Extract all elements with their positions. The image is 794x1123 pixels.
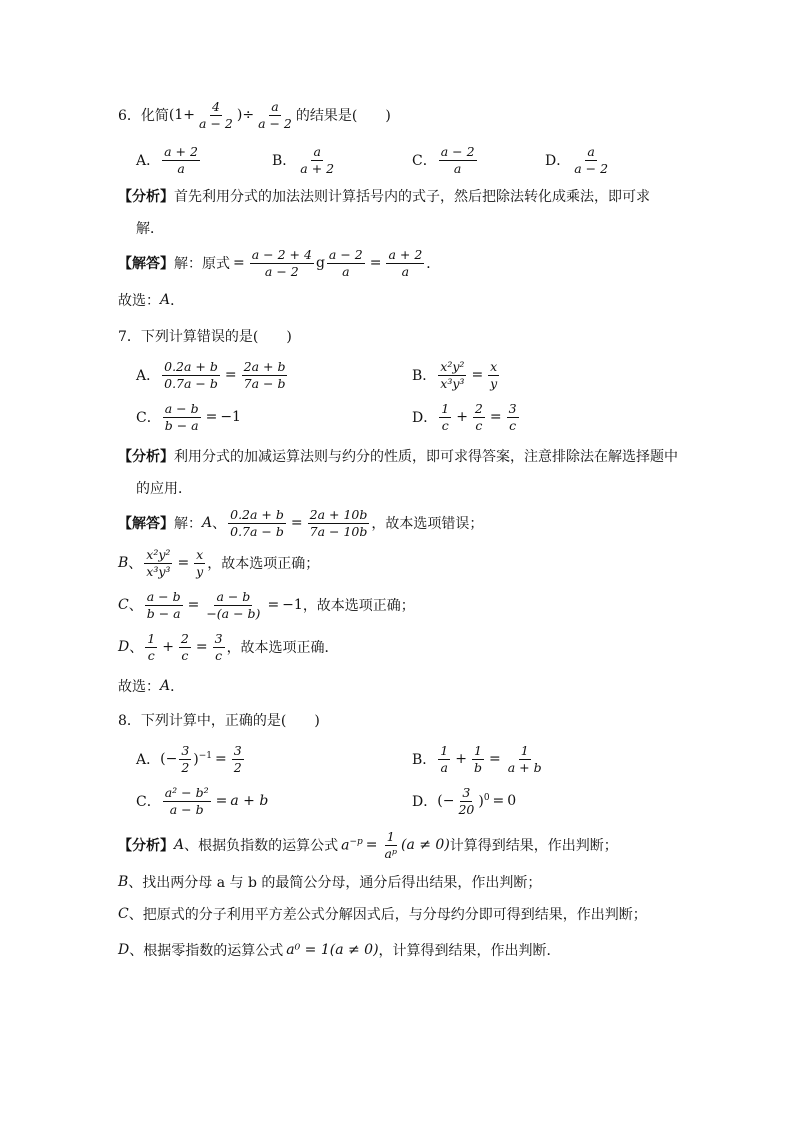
- analysis-text: 首先利用分式的加法法则计算括号内的式子，然后把除法转化成乘法，即可求: [174, 189, 650, 205]
- frac-den: −(a − b): [206, 605, 261, 621]
- option-frac: [179, 744, 191, 775]
- frac-den: c: [147, 647, 155, 663]
- frac-den: y: [196, 563, 204, 579]
- exponent: −1: [198, 750, 213, 761]
- analysis-text: 解．: [136, 221, 164, 237]
- q7-number: 7．下列计算错误的是( ): [118, 329, 292, 345]
- option-frac: [439, 145, 477, 176]
- frac-den: a: [342, 263, 350, 279]
- frac-num: 2a + 10b: [309, 507, 368, 522]
- solution-frac-2: [327, 248, 365, 279]
- frac-den: c: [441, 417, 449, 433]
- option-frac: [506, 744, 544, 775]
- q7-answer: 故选： A ．: [118, 678, 185, 695]
- option-frac: [232, 744, 244, 775]
- answer-label: 故选：: [118, 679, 160, 695]
- analysis-text: 、找出两分母 a 与 b 的最简公分母，通分后得出结果，作出判断；: [128, 875, 542, 891]
- solution-text: ，故本选项错误；: [371, 516, 484, 533]
- frac-den: x³y³: [146, 563, 171, 579]
- frac-den: a − 2: [258, 115, 292, 131]
- analysis-option-label: A: [174, 837, 185, 854]
- q7-solution-c: C 、 $\frac{a - b}{b - a}$ = $\frac{a - b}{-(a - b)}$ = −1 ，故本选项正确；: [118, 589, 415, 621]
- frac-num: 3: [214, 631, 223, 646]
- formula-base: a: [341, 837, 350, 854]
- frac-den: c: [181, 647, 189, 663]
- frac-num: a + 2: [388, 247, 423, 262]
- option-frac: [456, 786, 476, 817]
- q6-divide: )÷: [236, 107, 255, 124]
- solution-frac: [145, 590, 183, 621]
- solution-frac: [194, 548, 205, 579]
- option-label: D．: [412, 410, 438, 427]
- q6-option-d: [545, 145, 612, 176]
- frac-num: 3: [462, 785, 471, 800]
- analysis-text: 、根据零指数的运算公式: [129, 943, 284, 959]
- frac-den: c: [475, 417, 483, 433]
- q6-analysis-cont: [136, 218, 164, 238]
- frac-num: 1: [440, 743, 449, 758]
- solution-frac: [308, 508, 370, 539]
- q7-solution-d: D 、 $\frac{1}{c}$ + $\frac{2}{c}$ = $\frac{3}{c}$ ，故本选项正确．: [118, 631, 339, 663]
- analysis-text: ，计算得到结果，作出判断．: [378, 943, 561, 959]
- q8-analysis-d: [118, 940, 561, 960]
- answer-label: 故选：: [118, 293, 160, 309]
- frac-den: 0.7a − b: [230, 523, 284, 539]
- q7-solution-b: B 、 $\frac{\text{x²y²}}{\text{x³y³}}$ = $\frac{x}{y}$ ，故本选项正确；: [118, 547, 320, 579]
- option-label: B．: [412, 368, 437, 385]
- frac-den: aᵖ: [384, 845, 397, 861]
- frac-num: 1: [147, 631, 156, 646]
- q8-option-d: D． (− $\frac{3}{20}$ )$^0$ = 0: [412, 785, 517, 817]
- frac-den: a + 2: [300, 160, 335, 176]
- q6-paren: (1+: [168, 107, 196, 124]
- q8-analysis-a: 【分析】 A 、根据负指数的运算公式 $a^{-p}$ = $\frac{1}{\text{aᵖ}}$ (a ≠ 0) 计算得到结果，作出判断；: [118, 829, 618, 861]
- frac-den: b − a: [146, 605, 181, 621]
- answer-value: A: [160, 292, 171, 308]
- formula: a⁰ = 1(a ≠ 0): [286, 942, 379, 958]
- frac-num: a: [313, 144, 321, 159]
- frac-num: 0.2a + b: [164, 359, 218, 374]
- option-frac: [473, 402, 485, 433]
- option-frac: [472, 744, 484, 775]
- analysis-text: 计算得到结果，作出判断；: [449, 838, 618, 855]
- frac-den: a − 2: [574, 160, 609, 176]
- analysis-option-label: C: [118, 906, 129, 922]
- analysis-tag: 【分析】: [118, 449, 174, 465]
- frac-num: a − 2 + 4: [251, 247, 312, 262]
- option-frac: [298, 145, 336, 176]
- option-frac: [439, 402, 451, 433]
- frac-den: a − 2: [199, 115, 233, 131]
- option-frac: [163, 786, 211, 817]
- option-frac: [507, 402, 519, 433]
- frac-den: a + b: [507, 759, 542, 775]
- option-result: a + b: [230, 793, 269, 810]
- option-label: B．: [272, 153, 297, 170]
- q8-number: 8．下列计算中，正确的是( ): [118, 713, 320, 729]
- frac-num: 3: [233, 743, 242, 758]
- frac-den: 0.7a − b: [164, 375, 218, 391]
- option-frac: [438, 360, 466, 391]
- frac-num: a − b: [164, 401, 199, 416]
- frac-num: a: [587, 144, 595, 159]
- q7-option-b: B． $\frac{\text{x²y²}}{\text{x³y³}}$ = $\frac{x}{y}$: [412, 359, 498, 391]
- analysis-option-label: D: [118, 942, 130, 958]
- q6-number: 6．化简: [118, 108, 169, 125]
- frac-num: a − 2: [328, 247, 363, 262]
- frac-num: a + 2: [164, 144, 198, 159]
- option-frac: [438, 744, 450, 775]
- frac-den: c: [509, 417, 517, 433]
- frac-den: b − a: [164, 417, 199, 433]
- solution-text: ，故本选项正确；: [207, 556, 320, 573]
- option-label: B．: [412, 752, 437, 769]
- q6-frac-1: [197, 100, 235, 131]
- frac-num: 2: [474, 401, 483, 416]
- q7-analysis-cont: [136, 478, 192, 498]
- option-label: C．: [136, 794, 161, 811]
- q7-option-c: C． $\frac{a - b}{b - a}$ = −1: [136, 401, 241, 433]
- solution-tag: 【解答】: [118, 256, 174, 273]
- q7-option-a: A． $\frac{0.2a + b}{0.7a - b}$ = $\frac{2a + b}{7a - b}$: [136, 359, 286, 391]
- solution-frac: [228, 508, 286, 539]
- formula-condition: (a ≠ 0): [400, 837, 450, 854]
- solution-frac: [204, 590, 262, 621]
- option-label: D．: [412, 794, 438, 811]
- frac-den: 2: [181, 759, 190, 775]
- q6-stem: [118, 100, 391, 131]
- frac-den: 7a − b: [243, 375, 286, 391]
- frac-num: 1: [441, 401, 450, 416]
- q6-solution: 【解答】 解：原式 = $\frac{a - 2 + 4}{a - 2}$ g $\frac{a - 2}{a}$ = $\frac{a + 2}{a}$ ．: [118, 247, 441, 279]
- option-label: D．: [545, 153, 571, 170]
- frac-den: y: [490, 375, 498, 391]
- option-frac: [488, 360, 499, 391]
- q8-analysis-b: [118, 872, 541, 892]
- q6-option-c: [412, 145, 479, 176]
- option-label: A．: [136, 153, 161, 170]
- option-frac: [162, 145, 200, 176]
- solution-frac-1: [250, 248, 314, 279]
- solution-frac-3: [386, 248, 424, 279]
- option-label: C．: [412, 153, 437, 170]
- frac-num: a² − b²: [164, 785, 209, 800]
- q6-option-b: [272, 145, 338, 176]
- q8-option-b: B． $\frac{1}{a}$ + $\frac{1}{b}$ = $\frac{1}{a + b}$: [412, 743, 542, 775]
- solution-prefix: 解：原式: [174, 256, 230, 273]
- solution-frac: [145, 632, 157, 663]
- solution-frac: [144, 548, 172, 579]
- analysis-tag: 【分析】: [118, 189, 174, 205]
- q7-option-d: D． $\frac{1}{c}$ + $\frac{2}{c}$ = $\frac{3}{c}$: [412, 401, 517, 433]
- analysis-tag: 【分析】: [118, 838, 174, 855]
- solution-text: ，故本选项正确．: [226, 640, 339, 657]
- option-frac: [162, 360, 220, 391]
- solution-option-label: B: [118, 555, 129, 572]
- formula-frac: [383, 830, 399, 861]
- q8-option-c: C． $\frac{\text{a² − b²}}{a - b}$ = a + b: [136, 785, 269, 817]
- q7-analysis: [118, 446, 678, 466]
- exponent: 0: [483, 792, 490, 803]
- option-frac: [242, 360, 288, 391]
- exponent: −p: [349, 836, 363, 847]
- frac-num: 3: [181, 743, 190, 758]
- solution-option-label: D: [118, 639, 130, 656]
- solution-option-label: A: [202, 515, 213, 532]
- q6-analysis: [118, 186, 650, 206]
- option-label: A．: [136, 368, 161, 385]
- frac-num: x²y²: [146, 547, 171, 562]
- q8-option-a: A． (− $\frac{3}{2}$ )$^{-1}$ = $\frac{3}{2}$: [136, 743, 242, 775]
- frac-den: 7a − 10b: [309, 523, 368, 539]
- frac-num: 1: [520, 743, 529, 758]
- frac-num: a − b: [216, 589, 251, 604]
- q6-option-a: [136, 145, 202, 176]
- frac-num: x²y²: [440, 359, 465, 374]
- solution-option-label: C: [118, 597, 129, 614]
- frac-num: 1: [386, 829, 395, 844]
- frac-num: x: [196, 547, 204, 562]
- q6-answer: 故选： A ．: [118, 292, 185, 309]
- q7-stem: [118, 326, 292, 346]
- frac-den: a − 2: [264, 263, 299, 279]
- frac-num: 3: [508, 401, 517, 416]
- frac-den: 20: [458, 801, 475, 817]
- frac-den: a: [177, 160, 185, 176]
- q8-analysis-c: [118, 904, 647, 924]
- frac-num: a: [271, 99, 279, 114]
- solution-frac: [213, 632, 225, 663]
- q7-solution-a: 【解答】 解： A 、 $\frac{0.2a + b}{0.7a - b}$ = $\frac{2a + 10b}{7a - 10b}$ ，故本选项错误；: [118, 507, 484, 539]
- option-label: A．: [136, 752, 161, 769]
- q8-stem: [118, 710, 320, 730]
- analysis-text: 、把原式的分子利用平方差公式分解因式后，与分母约分即可得到结果，作出判断；: [128, 907, 647, 923]
- solution-g-mark: g: [315, 255, 325, 272]
- frac-den: a: [453, 160, 462, 176]
- analysis-text: 的应用．: [136, 481, 192, 497]
- solution-tag: 【解答】: [118, 516, 174, 533]
- solution-prefix: 解：: [174, 516, 202, 533]
- frac-den: a: [440, 759, 448, 775]
- frac-den: c: [215, 647, 223, 663]
- solution-frac: [179, 632, 191, 663]
- option-label: C．: [136, 410, 161, 427]
- analysis-text: 利用分式的加减运算法则与约分的性质，即可求得答案，注意排除法在解选择题中: [174, 449, 678, 465]
- solution-text: ，故本选项正确；: [302, 598, 415, 615]
- frac-num: 1: [474, 743, 482, 758]
- option-frac: [572, 145, 610, 176]
- analysis-option-label: B: [118, 874, 129, 890]
- option-result: 0: [507, 793, 517, 810]
- frac-den: x³y³: [440, 375, 465, 391]
- option-result: −1: [220, 409, 241, 426]
- frac-num: a − b: [146, 589, 181, 604]
- frac-den: a − b: [169, 801, 204, 817]
- solution-result: −1: [282, 597, 303, 614]
- frac-den: 2: [233, 759, 242, 775]
- frac-num: 0.2a + b: [230, 507, 284, 522]
- analysis-text: 、根据负指数的运算公式: [184, 838, 339, 855]
- q6-tail: 的结果是( ): [295, 108, 391, 125]
- frac-den: a: [401, 263, 410, 279]
- frac-num: 2a + b: [243, 359, 286, 374]
- frac-num: 2: [180, 631, 189, 646]
- q6-frac-2: [256, 100, 294, 131]
- frac-num: 4: [211, 99, 220, 114]
- answer-value: A: [160, 678, 171, 694]
- frac-num: x: [490, 359, 498, 374]
- frac-den: b: [473, 759, 482, 775]
- frac-num: a − 2: [440, 144, 475, 159]
- option-frac: [163, 402, 201, 433]
